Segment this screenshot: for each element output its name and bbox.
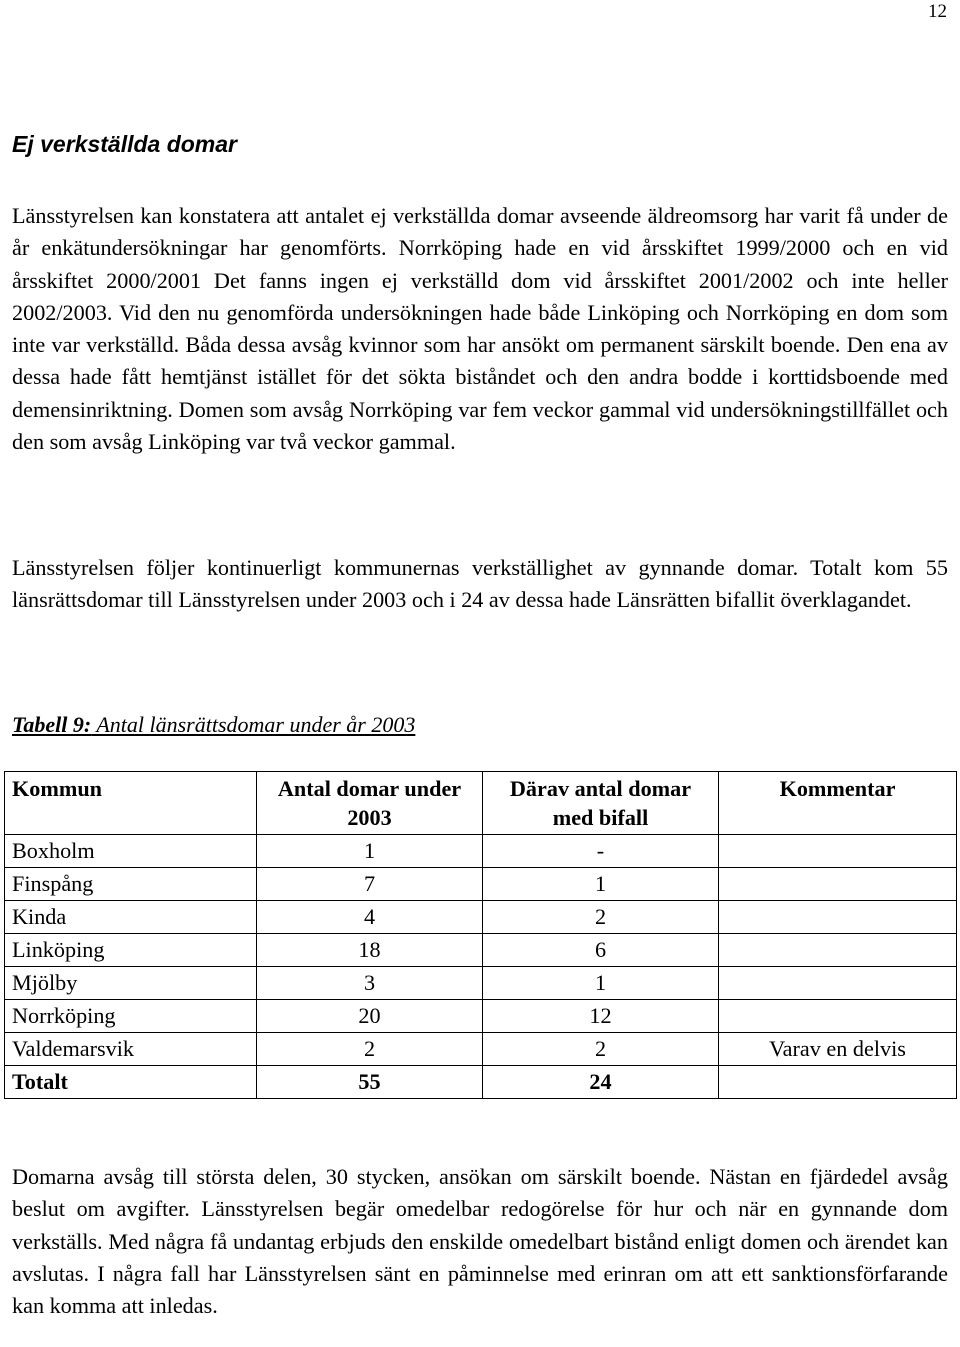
cell-bifall: 6: [483, 934, 719, 967]
cell-kommentar: [719, 835, 957, 868]
table-row: [5, 901, 957, 934]
cell-kommentar: [719, 967, 957, 1000]
table-row: [5, 1033, 957, 1066]
cell-bifall: -: [483, 835, 719, 868]
cell-kommentar: [719, 934, 957, 967]
cell-kommentar: [719, 1000, 957, 1033]
cell-kommentar: [719, 868, 957, 901]
cell-kommentar: [719, 901, 957, 934]
total-kommun: Totalt: [5, 1066, 257, 1099]
table-header-row: [5, 772, 957, 835]
paragraph-followup: Länsstyrelsen följer kontinuerligt kommunernas verkställighet av gynnande domar. Totalt kom 55 länsrättsdomar till Länsstyrelsen under 2003 och i 24 av dessa hade Länsrätten bifallit överklagandet.: [12, 555, 948, 613]
paragraph-intro: Länsstyrelsen kan konstatera att antalet ej verkställda domar avseende äldreomsorg har varit få under de år enkätundersökningar har genomförts. Norrköping hade en vid årsskiftet 1999/2000 och en vid årsskiftet 2000/2001 Det fanns ingen ej verkställd dom vid årsskiftet 2001/2002 och inte heller 2002/2003. Vid den nu genomförda undersökningen hade både Linköping och Norrköping en dom som inte var verkställd. Båda dessa avsåg kvinnor som har ansökt om permanent särskilt boende. Den ena av dessa hade fått hemtjänst istället för det sökta biståndet och den andra bodde i korttidsboende med demensinriktning. Domen som avsåg Norrköping var fem veckor gammal vid undersökningstillfället och den som avsåg Linköping var två veckor gammal.: [12, 203, 948, 455]
cell-antal: 7: [257, 868, 483, 901]
total-kommentar: [719, 1066, 957, 1099]
page-number: 12: [928, 1, 947, 22]
cell-kommentar: Varav en delvis: [719, 1033, 957, 1066]
table-row: [5, 835, 957, 868]
table-caption: [12, 710, 415, 740]
cell-kommun: Norrköping: [5, 1000, 257, 1033]
header-kommentar: Kommentar: [719, 772, 957, 835]
cell-antal: 3: [257, 967, 483, 1000]
header-antal: Antal domar under 2003: [257, 772, 483, 835]
header-kommun: Kommun: [5, 772, 257, 835]
cell-kommun: Mjölby: [5, 967, 257, 1000]
cell-bifall: 1: [483, 967, 719, 1000]
cell-antal: 20: [257, 1000, 483, 1033]
cell-antal: 4: [257, 901, 483, 934]
table-row: [5, 1000, 957, 1033]
total-bifall: 24: [483, 1066, 719, 1099]
cell-antal: 18: [257, 934, 483, 967]
cell-kommun: Linköping: [5, 934, 257, 967]
cell-kommun: Finspång: [5, 868, 257, 901]
cell-kommun: Boxholm: [5, 835, 257, 868]
table-total-row: [5, 1066, 957, 1099]
cell-kommun: Valdemarsvik: [5, 1033, 257, 1066]
table-caption-label: Tabell 9:: [12, 712, 92, 737]
table-row: [5, 967, 957, 1000]
cell-bifall: 2: [483, 901, 719, 934]
cell-antal: 2: [257, 1033, 483, 1066]
header-bifall: Därav antal domar med bifall: [483, 772, 719, 835]
cell-bifall: 2: [483, 1033, 719, 1066]
section-heading: Ej verkställda domar: [12, 131, 237, 157]
cell-kommun: Kinda: [5, 901, 257, 934]
total-antal: 55: [257, 1066, 483, 1099]
court-rulings-table: [4, 771, 957, 1099]
table-row: [5, 868, 957, 901]
table-row: [5, 934, 957, 967]
cell-bifall: 1: [483, 868, 719, 901]
paragraph-summary: Domarna avsåg till största delen, 30 stycken, ansökan om särskilt boende. Nästan en fjärdedel avsåg beslut om avgifter. Länsstyrelsen begär omedelbar redogörelse för hur och när en gynnande dom verkställs. Med några få undantag erbjuds den enskilde omedelbart bistånd enligt domen och ärendet kan avslutas. I några fall har Länsstyrelsen sänt en påminnelse med erinran om att ett sanktionsförfarande kan komma att inledas.: [12, 1164, 948, 1319]
cell-bifall: 12: [483, 1000, 719, 1033]
table-caption-text: Antal länsrättsdomar under år 2003: [91, 712, 416, 737]
cell-antal: 1: [257, 835, 483, 868]
